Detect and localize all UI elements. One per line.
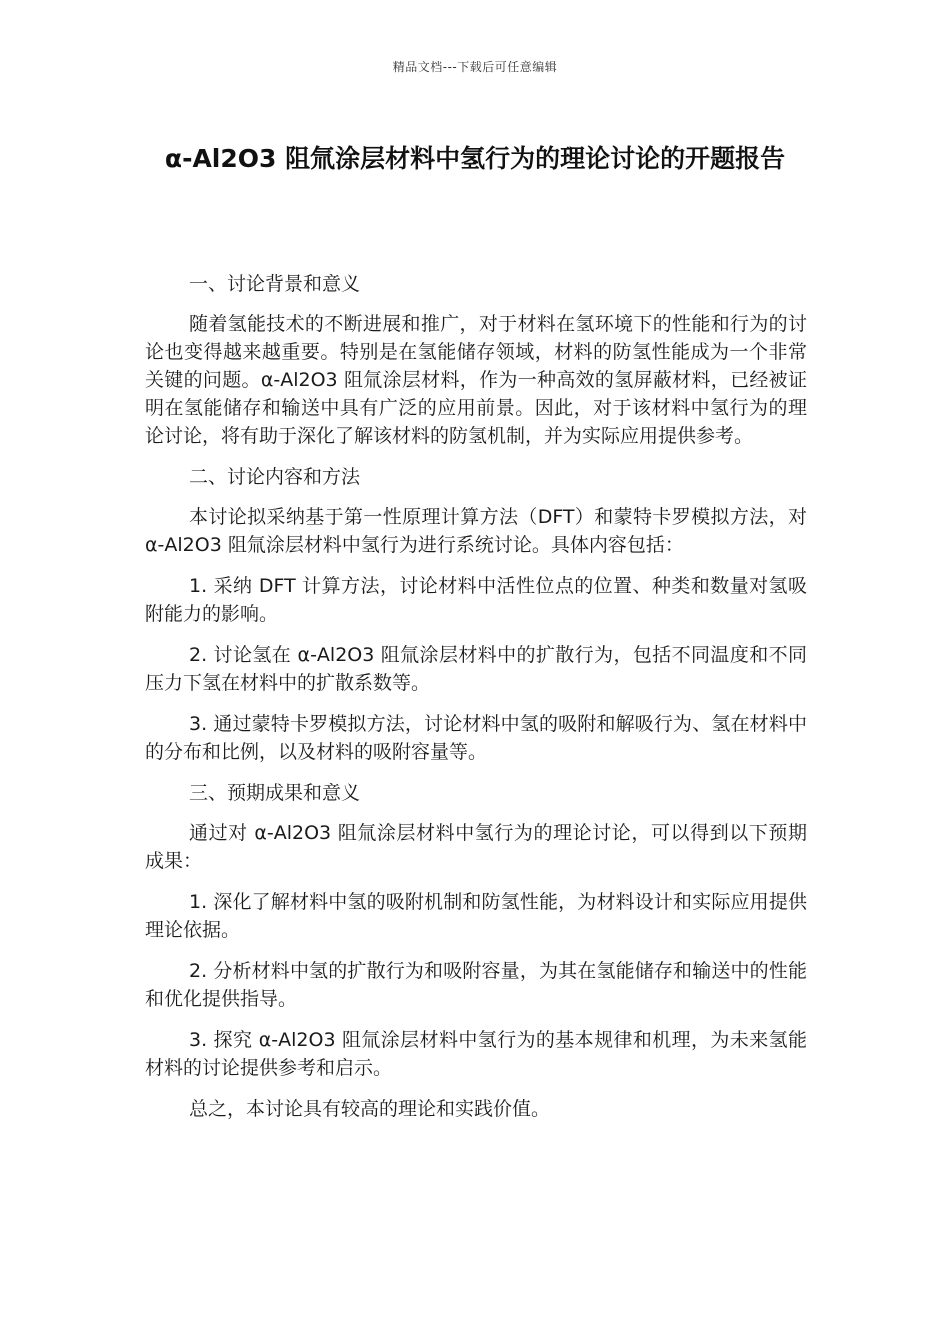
- document-body: [145, 270, 807, 1136]
- section-heading: 三、预期成果和意义: [189, 782, 361, 804]
- section-heading: 二、讨论内容和方法: [189, 466, 361, 488]
- paragraph: 随着氢能技术的不断进展和推广，对于材料在氢环境下的性能和行为的讨论也变得越来越重要。特别是在氢能储存领域，材料的防氢性能成为一个非常关键的问题。α-Al2O3 阻氚涂层材料，作为一种高效的氢屏蔽材料，已经被证明在氢能储存和输送中具有广泛的应用前景。因此，对于该材料中氢行为的理论讨论，将有助于深化了解该材料的防氢机制，并为实际应用提供参考。: [145, 313, 807, 447]
- section-heading: 一、讨论背景和意义: [189, 273, 361, 295]
- list-item: 2. 分析材料中氢的扩散行为和吸附容量，为其在氢能储存和输送中的性能和优化提供指导。: [145, 960, 807, 1010]
- list-item: 2. 讨论氢在 α-Al2O3 阻氚涂层材料中的扩散行为，包括不同温度和不同压力下氢在材料中的扩散系数等。: [145, 644, 807, 694]
- paragraph: 通过对 α-Al2O3 阻氚涂层材料中氢行为的理论讨论，可以得到以下预期成果：: [145, 822, 807, 872]
- conclusion-paragraph: 总之，本讨论具有较高的理论和实践价值。: [189, 1098, 551, 1120]
- list-item: 3. 通过蒙特卡罗模拟方法，讨论材料中氢的吸附和解吸行为、氢在材料中的分布和比例，以及材料的吸附容量等。: [145, 713, 807, 763]
- list-item: 1. 深化了解材料中氢的吸附机制和防氢性能，为材料设计和实际应用提供理论依据。: [145, 891, 807, 941]
- document-title: α-Al2O3 阻氚涂层材料中氢行为的理论讨论的开题报告: [164, 144, 786, 173]
- list-item: 3. 探究 α-Al2O3 阻氚涂层材料中氢行为的基本规律和机理，为未来氢能材料的讨论提供参考和启示。: [145, 1029, 807, 1079]
- paragraph: 本讨论拟采纳基于第一性原理计算方法（DFT）和蒙特卡罗模拟方法，对 α-Al2O3 阻氚涂层材料中氢行为进行系统讨论。具体内容包括：: [145, 506, 807, 556]
- header-note: 精品文档---下载后可任意编辑: [392, 60, 558, 74]
- list-item: 1. 采纳 DFT 计算方法，讨论材料中活性位点的位置、种类和数量对氢吸附能力的影响。: [145, 575, 807, 625]
